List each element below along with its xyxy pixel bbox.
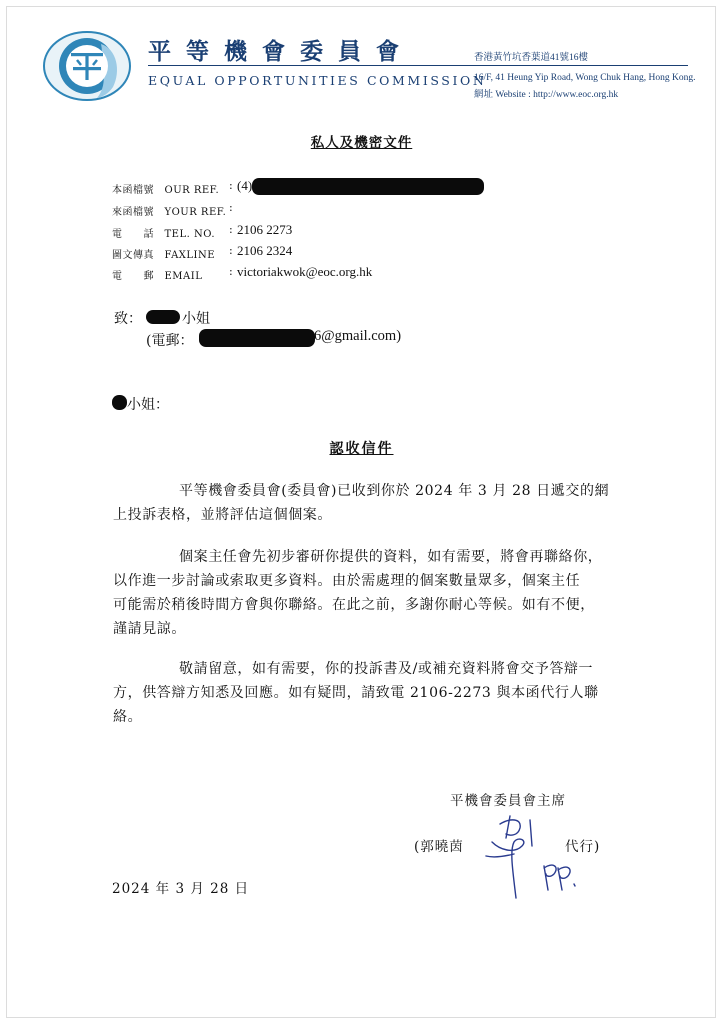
recipient-title: 小姐	[182, 311, 210, 327]
paragraph-line: 方，供答辯方知悉及回應。如有疑問，請致電 2106-2273 與本函代行人聯	[113, 685, 599, 701]
paragraph-2	[113, 545, 607, 641]
ref-separator: :	[229, 179, 233, 192]
paragraph-line: 上投訴表格，並將評估這個個案。	[113, 507, 332, 523]
ref-separator: :	[229, 201, 233, 214]
paragraph-line: 敬請留意，如有需要，你的投訴書及/或補充資料將會交予答辯一	[179, 661, 594, 677]
paragraph-line: 平等機會委員會(委員會)已收到你於 2024 年 3 月 28 日遞交的網	[179, 483, 610, 499]
redaction-recipient-email	[199, 329, 315, 347]
handwritten-signature	[470, 806, 600, 906]
ref-separator: :	[229, 244, 233, 257]
letter-date: 2024 年 3 月 28 日	[112, 881, 250, 897]
redaction-salutation	[112, 395, 127, 410]
our-ref-label: 本函檔號 OUR REF.	[112, 185, 220, 196]
email-label: 電 郵 EMAIL	[112, 271, 203, 282]
header-divider	[148, 65, 688, 66]
subject-title: 認收信件	[329, 441, 394, 457]
recipient-to-prefix: 致：	[114, 311, 142, 327]
recipient-email-prefix: (電郵：	[146, 333, 194, 349]
redaction-recipient-name	[146, 310, 180, 324]
ref-separator: :	[229, 223, 233, 236]
recipient-email-suffix: 6@gmail.com)	[314, 328, 402, 344]
website-line: 網址 Website : http://www.eoc.org.hk	[474, 90, 619, 100]
paragraph-3	[113, 657, 607, 729]
redaction-our-ref	[252, 178, 484, 195]
your-ref-label: 來函檔號 YOUR REF.	[112, 207, 227, 218]
paragraph-line: 個案主任會先初步審研你提供的資料，如有需要，將會再聯絡你，	[179, 549, 603, 565]
fax-value: 2106 2324	[237, 243, 293, 258]
paragraph-line: 可能需於稍後時間方會與你聯絡。在此之前，多謝你耐心等候。如有不便，	[113, 597, 595, 613]
tel-label: 電 話 TEL. NO.	[112, 229, 216, 240]
signer-name: (郭曉茵	[414, 839, 464, 855]
eoc-logo	[43, 31, 131, 101]
fax-label: 圖文傳真 FAXLINE	[112, 250, 216, 261]
paragraph-line: 以作進一步討論或索取更多資料。由於需處理的個案數量眾多，個案主任	[113, 573, 581, 589]
chair-title: 平機會委員會主席	[450, 793, 566, 809]
address-english: 16/F, 41 Heung Yip Road, Wong Chuk Hang, Hong Kong.	[474, 73, 696, 83]
tel-value: 2106 2273	[237, 222, 293, 237]
ref-separator: :	[229, 265, 233, 278]
acting-note: 代行)	[565, 839, 601, 855]
paragraph-line: 謹請見諒。	[113, 621, 186, 637]
org-name-english: EQUAL OPPORTUNITIES COMMISSION	[148, 73, 487, 88]
our-ref-value: (4)	[237, 178, 253, 193]
email-value: victoriakwok@eoc.org.hk	[237, 264, 373, 279]
paragraph-line: 絡。	[113, 709, 143, 725]
org-name-chinese: 平等機會委員會	[148, 38, 414, 65]
confidential-title: 私人及機密文件	[310, 135, 413, 151]
salutation: 小姐：	[127, 397, 169, 413]
address-chinese: 香港黃竹坑香葉道41號16樓	[474, 53, 589, 63]
paragraph-1	[113, 479, 610, 527]
